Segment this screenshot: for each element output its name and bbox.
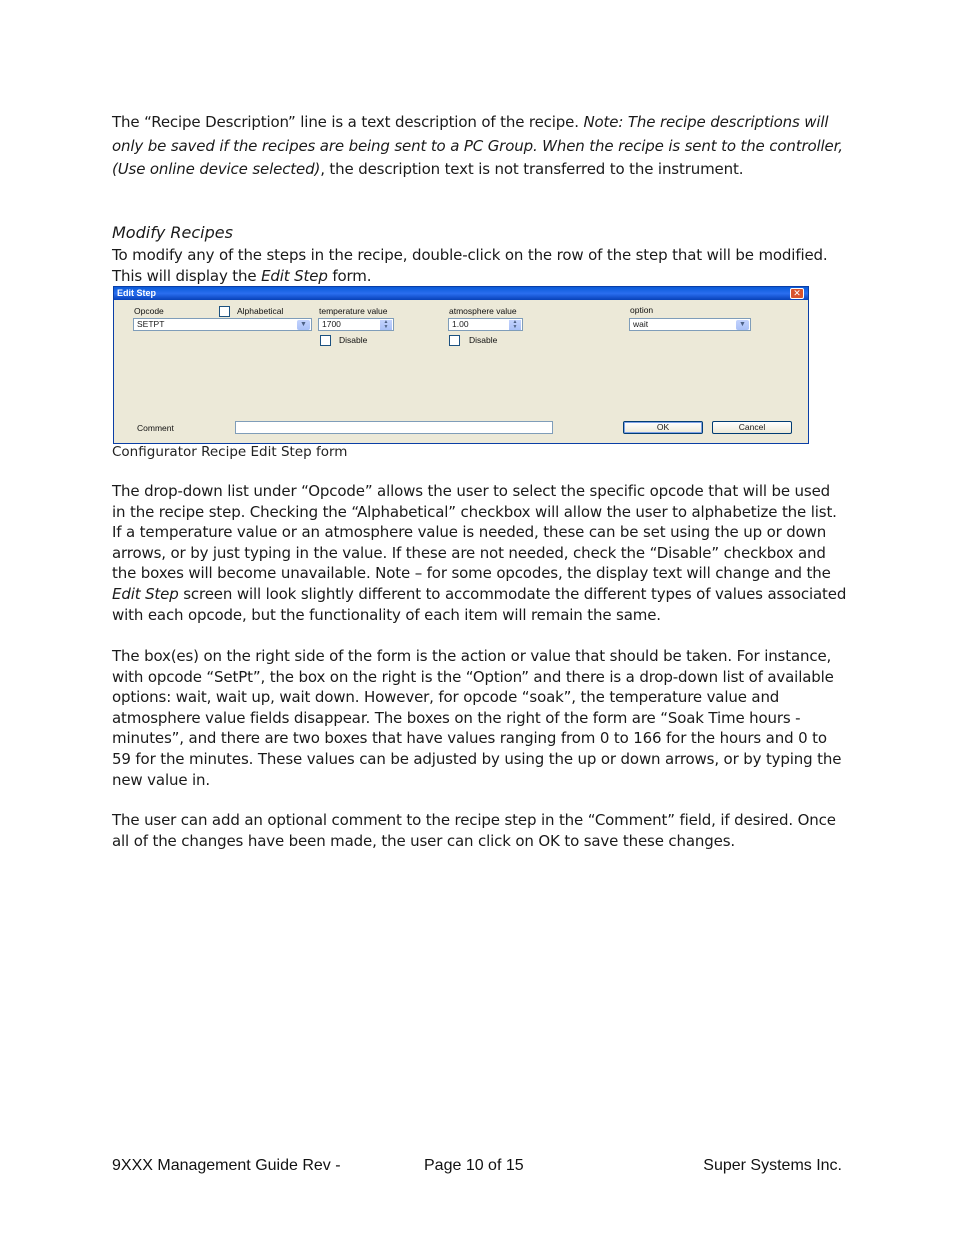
spinner-arrows-icon[interactable]: ▲ ▼ <box>509 320 521 330</box>
atmosphere-input[interactable]: 1.00 ▲ ▼ <box>448 318 523 331</box>
figure-caption: Configurator Recipe Edit Step form <box>112 444 348 460</box>
modify-paragraph: To modify any of the steps in the recipe, double-click on the row of the step that will be modified. This will display the Edit Step form. <box>112 246 828 285</box>
edit-step-window <box>113 286 809 444</box>
right-boxes-paragraph: The box(es) on the right side of the form is the action or value that should be taken. For instance, with opcode “SetPt”, the box on the right is the “Option” and there is a drop-down list of available options: wait, wait up, wait down. However, for opcode “soak”, the temperature value and atmosphere value fields disappear. The boxes on the right of the form are “Soak Time hours - minutes”, and there are two boxes that have values ranging from 0 to 166 for the hours and 0 to 59 for the minutes. These values can be adjusted by using the up or down arrows, or by typing the new value in. <box>112 647 842 789</box>
comment-paragraph: The user can add an optional comment to the recipe step in the “Comment” field, if desired. Once all of the changes have been made, the user can click on OK to save these changes. <box>112 811 836 850</box>
option-dropdown[interactable]: wait ▼ <box>629 318 751 331</box>
comment-label: Comment <box>137 423 174 433</box>
atmosphere-disable-checkbox[interactable] <box>449 335 460 346</box>
cancel-button[interactable]: Cancel <box>712 421 792 434</box>
opcode-dropdown-paragraph: The drop-down list under “Opcode” allows the user to select the specific opcode that will be used in the recipe step. Checking the “Alphabetical” checkbox will allow the user to alphabetize the list. If a temperature value or an atmosphere value is needed, these can be set using the up or down arrows, or by just typing in the value. If these are not needed, check the “Disable” checkbox and the boxes will become unavailable. Note – for some opcodes, the display text will change and the Edit Step screen will look slightly different to accommodate the different types of values associated with each opcode, but the functionality of each item will remain the same. <box>112 482 847 624</box>
footer-company: Super Systems Inc. <box>703 1157 842 1174</box>
temperature-disable-label: Disable <box>339 335 368 345</box>
close-icon[interactable]: ✕ <box>790 288 804 299</box>
footer-document-title: 9XXX Management Guide Rev - <box>112 1157 341 1174</box>
chevron-down-icon[interactable]: ▼ <box>736 320 749 330</box>
comment-input[interactable] <box>235 421 553 434</box>
recipe-description-note: Note: The recipe descriptions will only be saved if the recipes are being sent to a PC Group. When the recipe is sent to the controller, (Use online device selected) <box>112 113 843 179</box>
alphabetical-label: Alphabetical <box>237 306 284 316</box>
option-label: option <box>630 305 654 315</box>
spinner-arrows-icon[interactable]: ▲ ▼ <box>380 320 392 330</box>
section-heading: Modify Recipes <box>112 223 233 242</box>
temperature-disable-checkbox[interactable] <box>320 335 331 346</box>
alphabetical-checkbox[interactable] <box>219 306 230 317</box>
recipe-description-paragraph: The “Recipe Description” line is a text description of the recipe. Note: The recipe descriptions will only be saved if the recipes are being sent to a PC Group. When the recipe is sent to the controller, (Use online device selected), the description text is not transferred to the instrument. <box>112 113 843 179</box>
temperature-label: temperature value <box>319 306 388 316</box>
footer-page-number: Page 10 of 15 <box>424 1157 524 1174</box>
atmosphere-disable-label: Disable <box>469 335 498 345</box>
opcode-dropdown[interactable]: SETPT ▼ <box>133 318 312 331</box>
temperature-input[interactable]: 1700 ▲ ▼ <box>318 318 394 331</box>
chevron-down-icon[interactable]: ▼ <box>297 320 310 330</box>
ok-button[interactable]: OK <box>623 421 703 434</box>
opcode-label: Opcode <box>134 306 164 316</box>
window-title: Edit Step <box>114 287 808 300</box>
atmosphere-label: atmosphere value <box>449 306 517 316</box>
